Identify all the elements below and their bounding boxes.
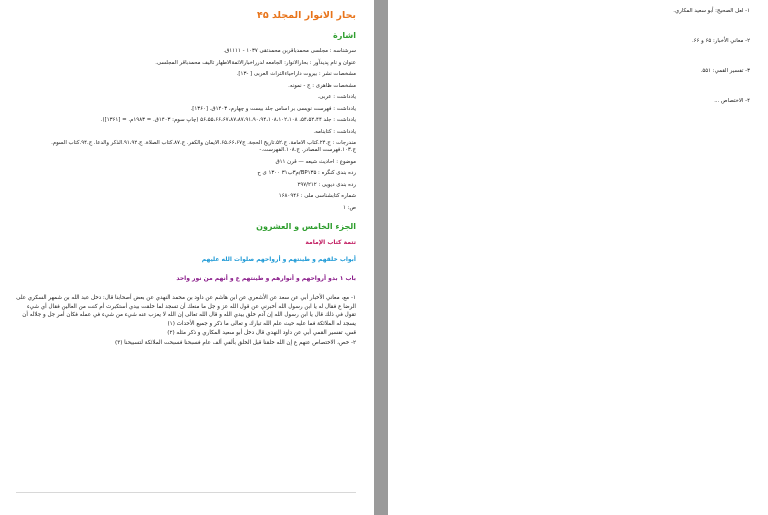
hadith-paragraph: ۲- خص، الاختصاص عنهم ع إن الله خلقنا قبل الخلق بألفي ألف عام فسبحنا فسبحت الملائكة لتسبيحنا (۳): [115, 339, 356, 346]
bab-heading: باب ۱ بدو أرواحهم و أنوارهم و طينتهم ع و أنهم من نور واحد: [176, 274, 356, 282]
page-left: [0, 0, 374, 515]
page-right: [388, 0, 768, 515]
abwab-heading: أبواب خلقهم و طينتهم و أرواحهم صلوات الله عليهم: [201, 255, 356, 263]
page-divider: [16, 492, 356, 493]
section-isharah: اشارة: [333, 31, 356, 40]
meta-line: مشخصات نشر : بیروت داراحیاءالتراث العربی [ -۱۳].: [236, 71, 356, 77]
meta-line: سرشناسه : مجلسی محمدباقربن محمدتقی ۱۰۳۷ - ۱۱۱۱ق.: [223, 48, 356, 54]
meta-line: مندرجات : ج.۲۴.کتاب الامامة. ج.۵۲.تاریخ الحجة. ج۶۵،۶۶،۶۷.الایمان والکفر. ج.۸۷.کتاب الصلاة. ج.۹۱،۹۲.الذکر والدعا. ج.۹۴.کتاب السوم. ج.۱۰۳.فهرست المصادر. ج.۱۰۸.الفهرست.-: [51, 140, 356, 154]
meta-line: شماره کتابشناسی ملی : ۱۶۸۰۹۴۶: [278, 193, 356, 200]
footnote: ۳- تفسير القمي: ۵۵۱.: [700, 68, 750, 74]
document-title: بحار الانوار المجلد ۴۵: [257, 10, 356, 21]
meta-line: یادداشت : کتابنامه.: [313, 128, 356, 135]
juz-heading: الجزء الخامس و العشرون: [256, 221, 356, 231]
footnote: ۱- لعل الصحيح: أبو سعيد المكاري.: [673, 8, 750, 14]
meta-line: یادداشت : جلد ۵۴،۵۲،۴۴، ۵۶،۵۵،۶۶،۶۷،۸۷،۸۷،۹۱،۹۰،۹۴،۱۰۸،۱۰۲،۱۰۸ (چاپ سوم: ۱۴۰۳ق. = ۱۹۸۳م. = [۱۳۶۱]).: [100, 117, 356, 123]
hadith-text: [16, 294, 356, 348]
footnote: ۲- معاني الأخبار: ۶۵ و ۶۶.: [691, 38, 750, 44]
meta-line: ص: ۱: [343, 204, 356, 211]
meta-line: یادداشت : فهرست نویسی بر اساس جلد بیست و چهارم، ۱۴۰۳ق. [۱۳۶۰].: [190, 105, 356, 112]
meta-line: رده بندی کنگره : BP۱۳۵/م۳ب۳۱ ۱۳۰۰ ی ح: [257, 170, 356, 177]
bibliographic-metadata: [16, 48, 356, 212]
hadith-paragraph: قس، تفسير القمي أبي عن داود النهدي قال دخل أبو سعيد المكاري و ذكر مثله (۲): [167, 330, 356, 337]
footnote: ۴- الاختصاص ...: [714, 98, 750, 104]
meta-line: عنوان و نام پدیدآور : بحارالانوار: الجامعه لدرراخبارالائمةالاطهار تالیف محمدباقر المجلسی.: [155, 59, 356, 66]
meta-line: موضوع : احادیث شیعه — قرن ۱۱ق: [275, 158, 356, 165]
meta-line: مشخصات ظاهری : ج - نمونه.: [288, 82, 356, 89]
hadith-paragraph: ۱- مع، معاني الأخبار أبي عن سعد عن الأشعري عن ابن هاشم عن داود بن محمد النهدي عن بعض أصحابنا قال: دخل عبد الله بن شمهر السكري على الرضا ع فقال له يا ابن رسول الله أخبرني عن قول الله عز و جل ما منعك أن تسجد لما خلقت بيدي أستكبرت أم كنت من العالين فقال أي شيء تقول في ذلك قال يا ابن رسول الله إن آدم خلق بيدي الله و قال الله تعالى إن الله لا يعزب عنه شيء من شيء في عمله فكان أمر جل و جلاله أن يسجد له الملائكة فما عليه حيث علم الله تبارك و تعالى ما ذكر و جميع الأحداث (۱): [16, 294, 356, 327]
meta-line: یادداشت : عربی.: [317, 94, 356, 100]
meta-line: رده بندی دیویی : ۲۹۷/۲۱۲: [297, 181, 356, 188]
book-heading: تتمة كتاب الإمامة: [305, 238, 356, 246]
